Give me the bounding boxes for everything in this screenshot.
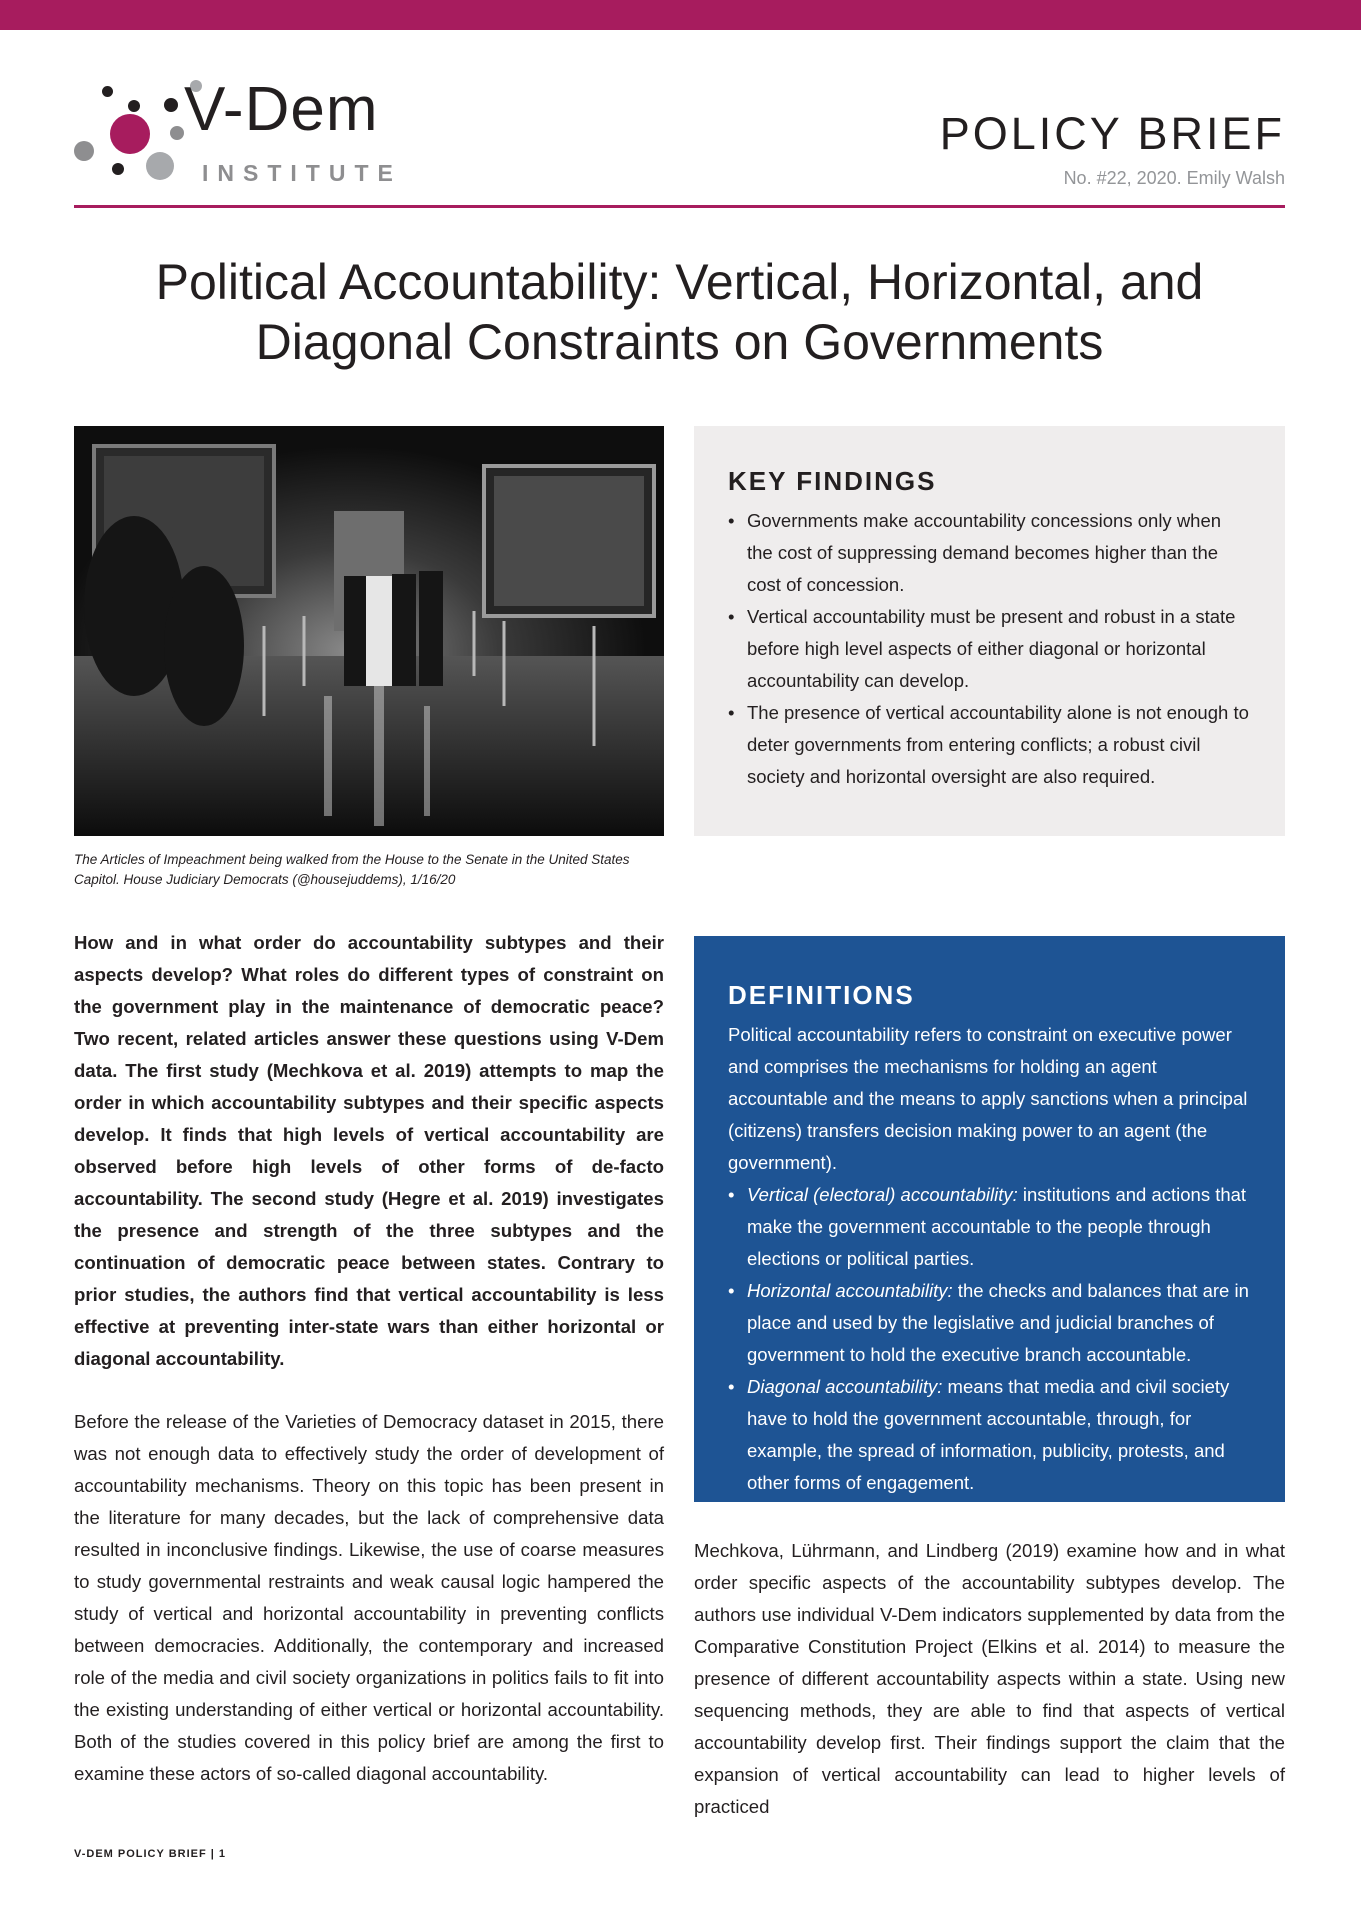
title-line-1: Political Accountability: Vertical, Horizontal, and — [155, 254, 1204, 310]
definitions-intro: Political accountability refers to constraint on executive power and comprises the mechanisms for holding an agent accountable and the means to apply sanctions when a principal (citizens) transfers decision making power to an agent (the government). — [728, 1024, 1248, 1173]
policy-brief-label: POLICY BRIEF — [939, 108, 1285, 159]
header-divider — [74, 205, 1285, 208]
definitions-box — [694, 936, 1285, 1502]
photo-caption-line-1: The Articles of Impeachment being walked from the House to the Senate in the United States — [74, 852, 630, 867]
title-line-2: Diagonal Constraints on Governments — [255, 314, 1104, 370]
key-findings-heading: KEY FINDINGS — [728, 466, 937, 496]
definition-term: Horizontal accountability: — [747, 1280, 953, 1301]
definition-item — [728, 1179, 1251, 1275]
capitol-photo-illustration — [74, 426, 664, 836]
logo-wordmark: V-Dem — [184, 75, 379, 144]
body-text-left — [74, 1406, 664, 1790]
logo-dot — [112, 163, 124, 175]
capitol-photo — [74, 426, 664, 836]
body-text-right — [694, 1535, 1285, 1823]
logo-dot — [128, 100, 140, 112]
lead-paragraph-text: How and in what order do accountability subtypes and their aspects develop? What roles do different types of constraint on the government play in the maintenance of democratic peace? Two recent, related articles answer these questions using V-Dem data. The first study (Mechkova et al. 2019) attempts to map the order in which accountability subtypes and their specific aspects develop. It finds that high levels of vertical accountability are observed before high levels of other forms of de-facto accountability. The second study (Hegre et al. 2019) investigates the presence and strength of the three subtypes and the continuation of democratic peace between states. Contrary to prior studies, the authors find that vertical accountability is less effective at preventing inter-state wars than either horizontal or diagonal accountability. — [74, 932, 664, 1369]
key-finding-item: • The presence of vertical accountability alone is not enough to deter governments from entering conflicts; a robust civil society and horizontal oversight are also required. — [728, 697, 1251, 793]
key-findings-box — [694, 426, 1285, 836]
logo-dot — [102, 86, 113, 97]
key-finding-item: • Governments make accountability concessions only when the cost of suppressing demand becomes higher than the cost of concession. — [728, 505, 1251, 601]
definitions-heading: DEFINITIONS — [728, 980, 915, 1010]
definition-term: Vertical (electoral) accountability: — [747, 1184, 1018, 1205]
brief-number-author: No. #22, 2020. Emily Walsh — [1063, 168, 1285, 188]
key-finding-item: • Vertical accountability must be present and robust in a state before high level aspects of either diagonal or horizontal accountability can develop. — [728, 601, 1251, 697]
vdem-logo — [74, 76, 414, 196]
logo-dot — [110, 114, 150, 154]
lead-paragraph — [74, 927, 664, 1375]
body-paragraph: Before the release of the Varieties of Democracy dataset in 2015, there was not enough data to effectively study the order of development of accountability mechanisms. Theory on this topic has been present in the literature for many decades, but the lack of comprehensive data resulted in inconclusive findings. Likewise, the use of coarse measures to study governmental restraints and weak causal logic hampered the study of vertical and horizontal accountability in preventing conflicts between democracies. Additionally, the contemporary and increased role of the media and civil society organizations in politics fails to fit into the existing understanding of either vertical or horizontal accountability. Both of the studies covered in this policy brief are among the first to examine these actors of so-called diagonal accountability. — [74, 1411, 664, 1784]
photo-caption-line-2: Capitol. House Judiciary Democrats (@housejuddems), 1/16/20 — [74, 872, 456, 887]
logo-dot — [146, 152, 174, 180]
key-findings-list — [728, 505, 1251, 793]
logo-dot — [164, 98, 178, 112]
definition-item — [728, 1275, 1251, 1371]
definition-text: institutions and actions that make the government accountable to the people through elections or political parties. — [747, 1184, 1247, 1269]
definition-text: means that media and civil society have to hold the government accountable, through, for example, the spread of information, publicity, protests, and other forms of engagement. — [747, 1376, 1230, 1493]
logo-institute-text: INSTITUTE — [202, 160, 402, 186]
definitions-list — [728, 1179, 1251, 1499]
photo-caption — [74, 850, 664, 890]
definition-text: the checks and balances that are in place and used by the legislative and judicial branches of government to hold the executive branch accountable. — [747, 1280, 1249, 1365]
definition-term: Diagonal accountability: — [747, 1376, 943, 1397]
body-paragraph: Mechkova, Lührmann, and Lindberg (2019) examine how and in what order specific aspects of the accountability subtypes develop. The authors use individual V-Dem indicators supplemented by data from the Comparative Constitution Project (Elkins et al. 2014) to measure the presence of different accountability aspects within a state. Using new sequencing methods, they are able to find that aspects of vertical accountability develop first. Their findings support the claim that the expansion of vertical accountability can lead to higher levels of practiced — [694, 1540, 1285, 1817]
page-title — [74, 252, 1285, 372]
logo-dot — [74, 141, 94, 161]
top-accent-bar — [0, 0, 1361, 30]
page-footer: V-DEM POLICY BRIEF | 1 — [74, 1848, 227, 1860]
logo-dot — [170, 126, 184, 140]
definition-item — [728, 1371, 1251, 1499]
